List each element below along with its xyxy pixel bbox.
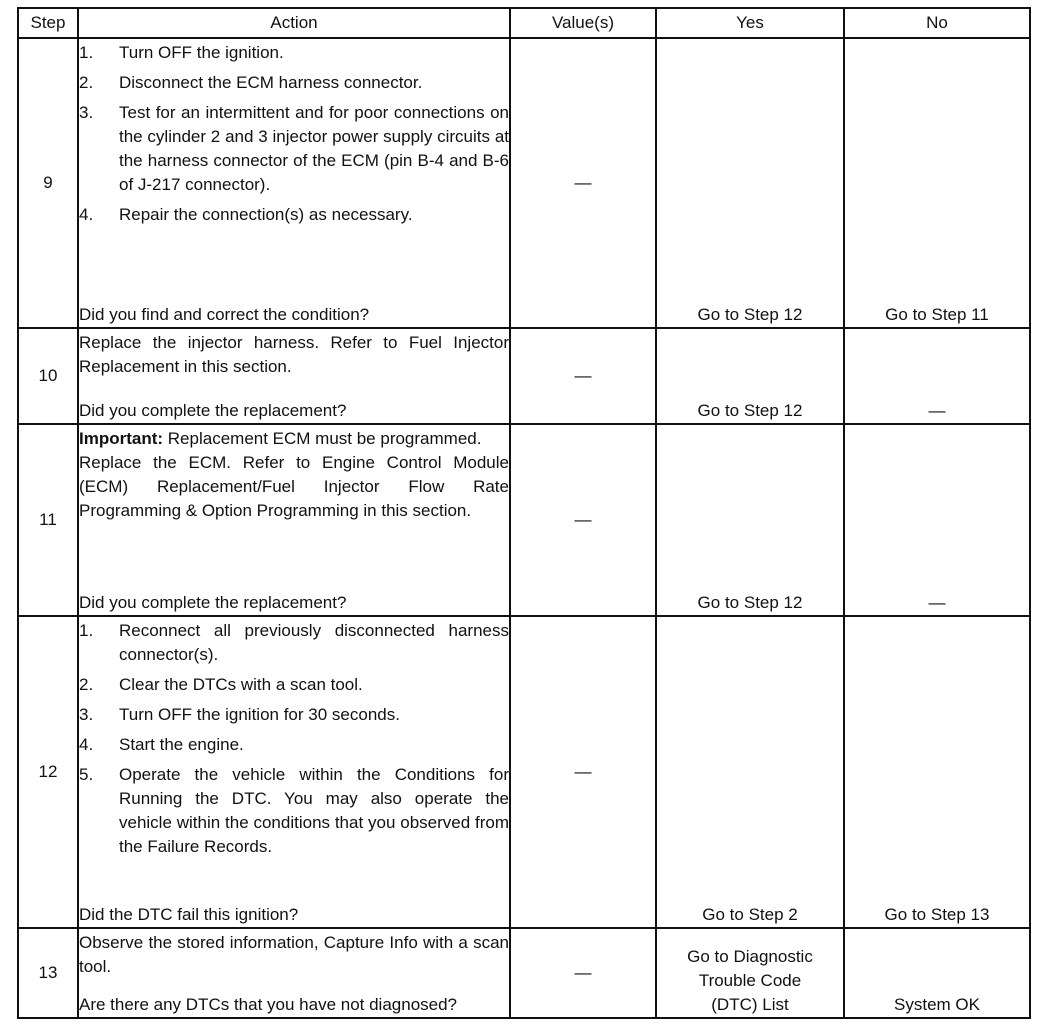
value-cell (510, 38, 656, 328)
no-cell: System OK (844, 928, 1030, 1018)
no-cell: — (844, 328, 1030, 424)
step-number: 11 (18, 424, 78, 616)
action-cell (78, 928, 510, 1018)
value-cell (510, 928, 656, 1018)
action-text: Replace the ECM. Refer to Engine Control Module (ECM) Replacement/Fuel Injector Flow Rate Programming & Option Programming in this section. (79, 453, 509, 520)
list-item: 2. Disconnect the ECM harness connector. (79, 73, 423, 92)
table-row (18, 928, 1030, 1018)
yes-cell: Go to Step 12 (656, 424, 844, 616)
action-cell (78, 38, 510, 328)
diagnostic-table (17, 7, 1031, 1019)
value-cell (510, 616, 656, 928)
action-question: Did you find and correct the condition? (79, 305, 370, 324)
header-yes: Yes (656, 8, 844, 38)
value-cell (510, 424, 656, 616)
list-item: 1. Turn OFF the ignition. (79, 43, 284, 62)
action-list (79, 41, 509, 233)
step-number: 9 (18, 38, 78, 328)
header-row (18, 8, 1030, 38)
action-question: Did the DTC fail this ignition? (79, 905, 299, 924)
list-item: 2. Clear the DTCs with a scan tool. (79, 675, 363, 694)
list-item: 1. Reconnect all previously disconnected harness connector(s). (79, 621, 509, 664)
value-dash: — (574, 366, 592, 385)
yes-cell: Go to Step 12 (656, 38, 844, 328)
header-action: Action (78, 8, 510, 38)
header-step: Step (18, 8, 78, 38)
list-item: 3. Test for an intermittent and for poor connections on the cylinder 2 and 3 injector power supply circuits at the harness connector of the ECM (pin B-4 and B-6 of J-217 connector). (79, 103, 509, 194)
action-cell (78, 328, 510, 424)
header-values: Value(s) (510, 8, 656, 38)
list-item: 4. Repair the connection(s) as necessary. (79, 205, 413, 224)
no-cell: Go to Step 11 (844, 38, 1030, 328)
action-cell (78, 616, 510, 928)
action-list (79, 619, 509, 865)
list-item: 4. Start the engine. (79, 735, 244, 754)
list-item: 3. Turn OFF the ignition for 30 seconds. (79, 705, 400, 724)
table-row (18, 616, 1030, 928)
value-cell (510, 328, 656, 424)
table-row (18, 38, 1030, 328)
no-cell: Go to Step 13 (844, 616, 1030, 928)
header-no: No (844, 8, 1030, 38)
value-dash: — (574, 510, 592, 529)
action-question: Did you complete the replacement? (79, 401, 347, 420)
action-cell (78, 424, 510, 616)
important-text: Replacement ECM must be programmed. (167, 429, 482, 448)
step-number: 10 (18, 328, 78, 424)
table-row (18, 328, 1030, 424)
yes-cell: Go to Step 2 (656, 616, 844, 928)
step-number: 13 (18, 928, 78, 1018)
action-question: Did you complete the replacement? (79, 593, 347, 612)
step-number: 12 (18, 616, 78, 928)
important-label: Important: (79, 429, 164, 448)
action-text: Replace the injector harness. Refer to Fuel Injector Replacement in this section. (79, 333, 509, 376)
action-text: Observe the stored information, Capture Info with a scan tool. (79, 933, 509, 976)
yes-cell: Go to Diagnostic Trouble Code (DTC) List (656, 928, 844, 1018)
list-item: 5. Operate the vehicle within the Conditions for Running the DTC. You may also operate the vehicle within the conditions that you observed from the Failure Records. (79, 765, 509, 856)
important-note (79, 427, 509, 451)
action-question: Are there any DTCs that you have not diagnosed? (79, 995, 458, 1014)
yes-cell: Go to Step 12 (656, 328, 844, 424)
value-dash: — (574, 762, 592, 781)
no-cell: — (844, 424, 1030, 616)
value-dash: — (574, 173, 592, 192)
table-row (18, 424, 1030, 616)
value-dash: — (574, 963, 592, 982)
